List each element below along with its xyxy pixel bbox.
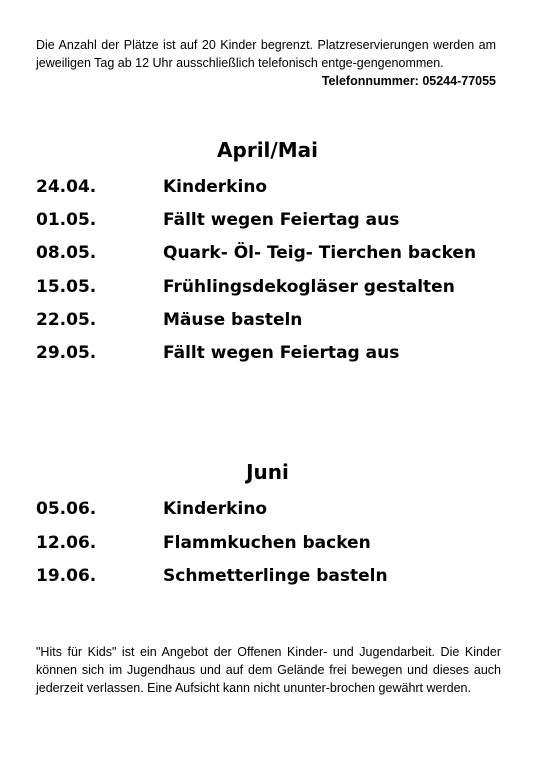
section-title-april-mai: April/Mai xyxy=(217,138,318,162)
schedule-date: 08.05. xyxy=(36,243,97,263)
schedule-date: 29.05. xyxy=(36,343,97,363)
schedule-event: Mäuse basteln xyxy=(163,310,303,330)
schedule-event: Flammkuchen backen xyxy=(163,533,371,553)
schedule-event: Kinderkino xyxy=(163,177,268,197)
schedule-date: 12.06. xyxy=(36,533,97,553)
schedule-event: Kinderkino xyxy=(163,499,268,519)
schedule-date: 24.04. xyxy=(36,177,97,197)
intro-paragraph xyxy=(36,36,496,90)
schedule-event: Schmetterlinge basteln xyxy=(163,566,388,586)
schedule-date: 19.06. xyxy=(36,566,97,586)
footer-paragraph: "Hits für Kids" ist ein Angebot der Offenen Kinder- und Jugendarbeit. Die Kinder können sich im Jugendhaus und auf dem Gelände frei bewegen und dieses auch jederzeit verlassen. Eine Aufsicht kann nicht ununter-brochen gewährt werden. xyxy=(36,645,501,695)
schedule-event: Quark- Öl- Teig- Tierchen backen xyxy=(163,243,477,263)
schedule-date: 05.06. xyxy=(36,499,97,519)
schedule-date: 01.05. xyxy=(36,210,97,230)
phone-number: Telefonnummer: 05244-77055 xyxy=(321,74,496,88)
intro-text: Die Anzahl der Plätze ist auf 20 Kinder begrenzt. Platzreservierungen werden am jeweiligen Tag ab 12 Uhr ausschließlich telefonisch entge-gengenommen. xyxy=(36,38,496,70)
schedule-event: Frühlingsdekogläser gestalten xyxy=(163,277,455,297)
schedule-event: Fällt wegen Feiertag aus xyxy=(163,210,400,230)
section-title-juni: Juni xyxy=(246,460,289,484)
schedule-date: 15.05. xyxy=(36,277,97,297)
schedule-date: 22.05. xyxy=(36,310,97,330)
schedule-event: Fällt wegen Feiertag aus xyxy=(163,343,400,363)
